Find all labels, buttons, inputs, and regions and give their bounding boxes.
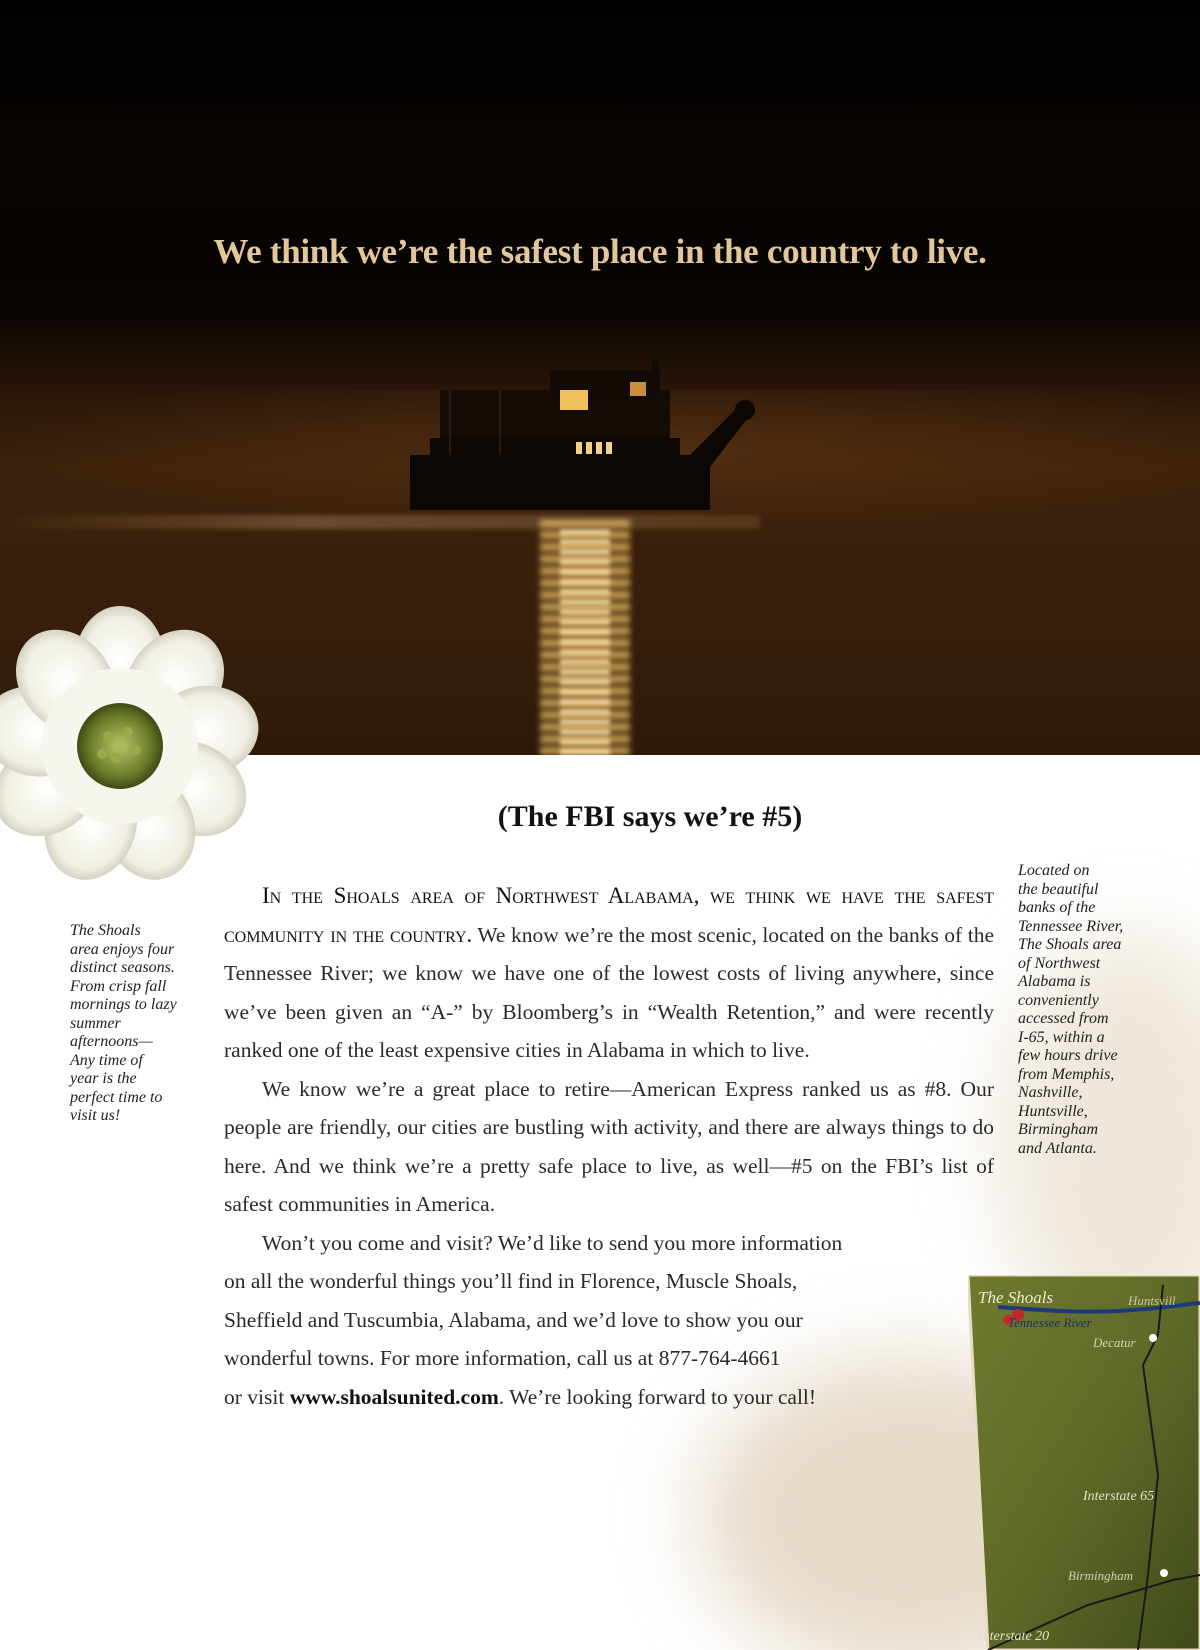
treeline xyxy=(0,100,1200,160)
map-title: The Shoals xyxy=(978,1288,1054,1307)
riverboat-silhouette xyxy=(400,360,800,530)
paragraph-1: In the Shoals area of Northwest Alabama, we think we have the safest community in the country. We know we’re the most scenic, located on the banks of the Tennessee River; we know we have one of the lowest costs of living anywhere, since we’ve been given an “A-” by Bloomberg’s in “Wealth Retention,” and were recently ranked one of the least expensive cities in Alabama in which to live. xyxy=(224,883,994,1062)
map-i65-label: Interstate 65 xyxy=(1083,1489,1155,1504)
body-copy xyxy=(224,877,994,1416)
paragraph-3: Won’t you come and visit? We’d like to send you more information on all the wonderful things you’ll find in Florence, Muscle Shoals, Sheffield and Tuscumbia, Alabama, and we’d love to show you our wonderful towns. For more information, call us at 877-764-4661 or visit www.shoalsunited.com. We’re looking forward to your call! xyxy=(224,1230,843,1409)
map-decatur-label: Decatur xyxy=(1093,1335,1136,1350)
map-river-label: Tennessee River xyxy=(1008,1315,1092,1330)
hero-headline: We think we’re the safest place in the country to live. xyxy=(213,232,987,271)
birmingham-marker xyxy=(1160,1569,1168,1577)
sidebar-left-caption: The Shoals area enjoys four distinct seasons. From crisp fall mornings to lazy summer afternoons— Any time of year is the perfect time to visit us! xyxy=(70,922,177,1124)
sidebar-right-caption: Located on the beautiful banks of the Tennessee River, The Shoals area of Northwest Alabama is conveniently accessed from I-65, within a few hours drive from Memphis, Nashville, Huntsville, Birmingham and Atlanta. xyxy=(1018,862,1124,1157)
lead-in-small-caps: In the Shoals area of Northwest Alabama, we think we have the safest community in the country. xyxy=(224,883,994,947)
map-i20-label: Interstate 20 xyxy=(978,1629,1050,1644)
map-birmingham-label: Birmingham xyxy=(1068,1568,1133,1583)
decatur-marker xyxy=(1149,1334,1157,1342)
subheadline: (The FBI says we’re #5) xyxy=(497,800,803,833)
map-huntsville-label: Huntsvill xyxy=(1128,1293,1176,1308)
paragraph-2: We know we’re a great place to retire—American Express ranked us as #8. Our people are friendly, our cities are bustling with activity, and there are always things to do here. And we think we’re a pretty safe place to live, as well—#5 on the FBI’s list of safest communities in America. xyxy=(224,1076,994,1216)
white-flower-image xyxy=(0,596,260,896)
website-link[interactable]: www.shoalsunited.com xyxy=(289,1384,499,1409)
region-map xyxy=(968,1275,1200,1650)
